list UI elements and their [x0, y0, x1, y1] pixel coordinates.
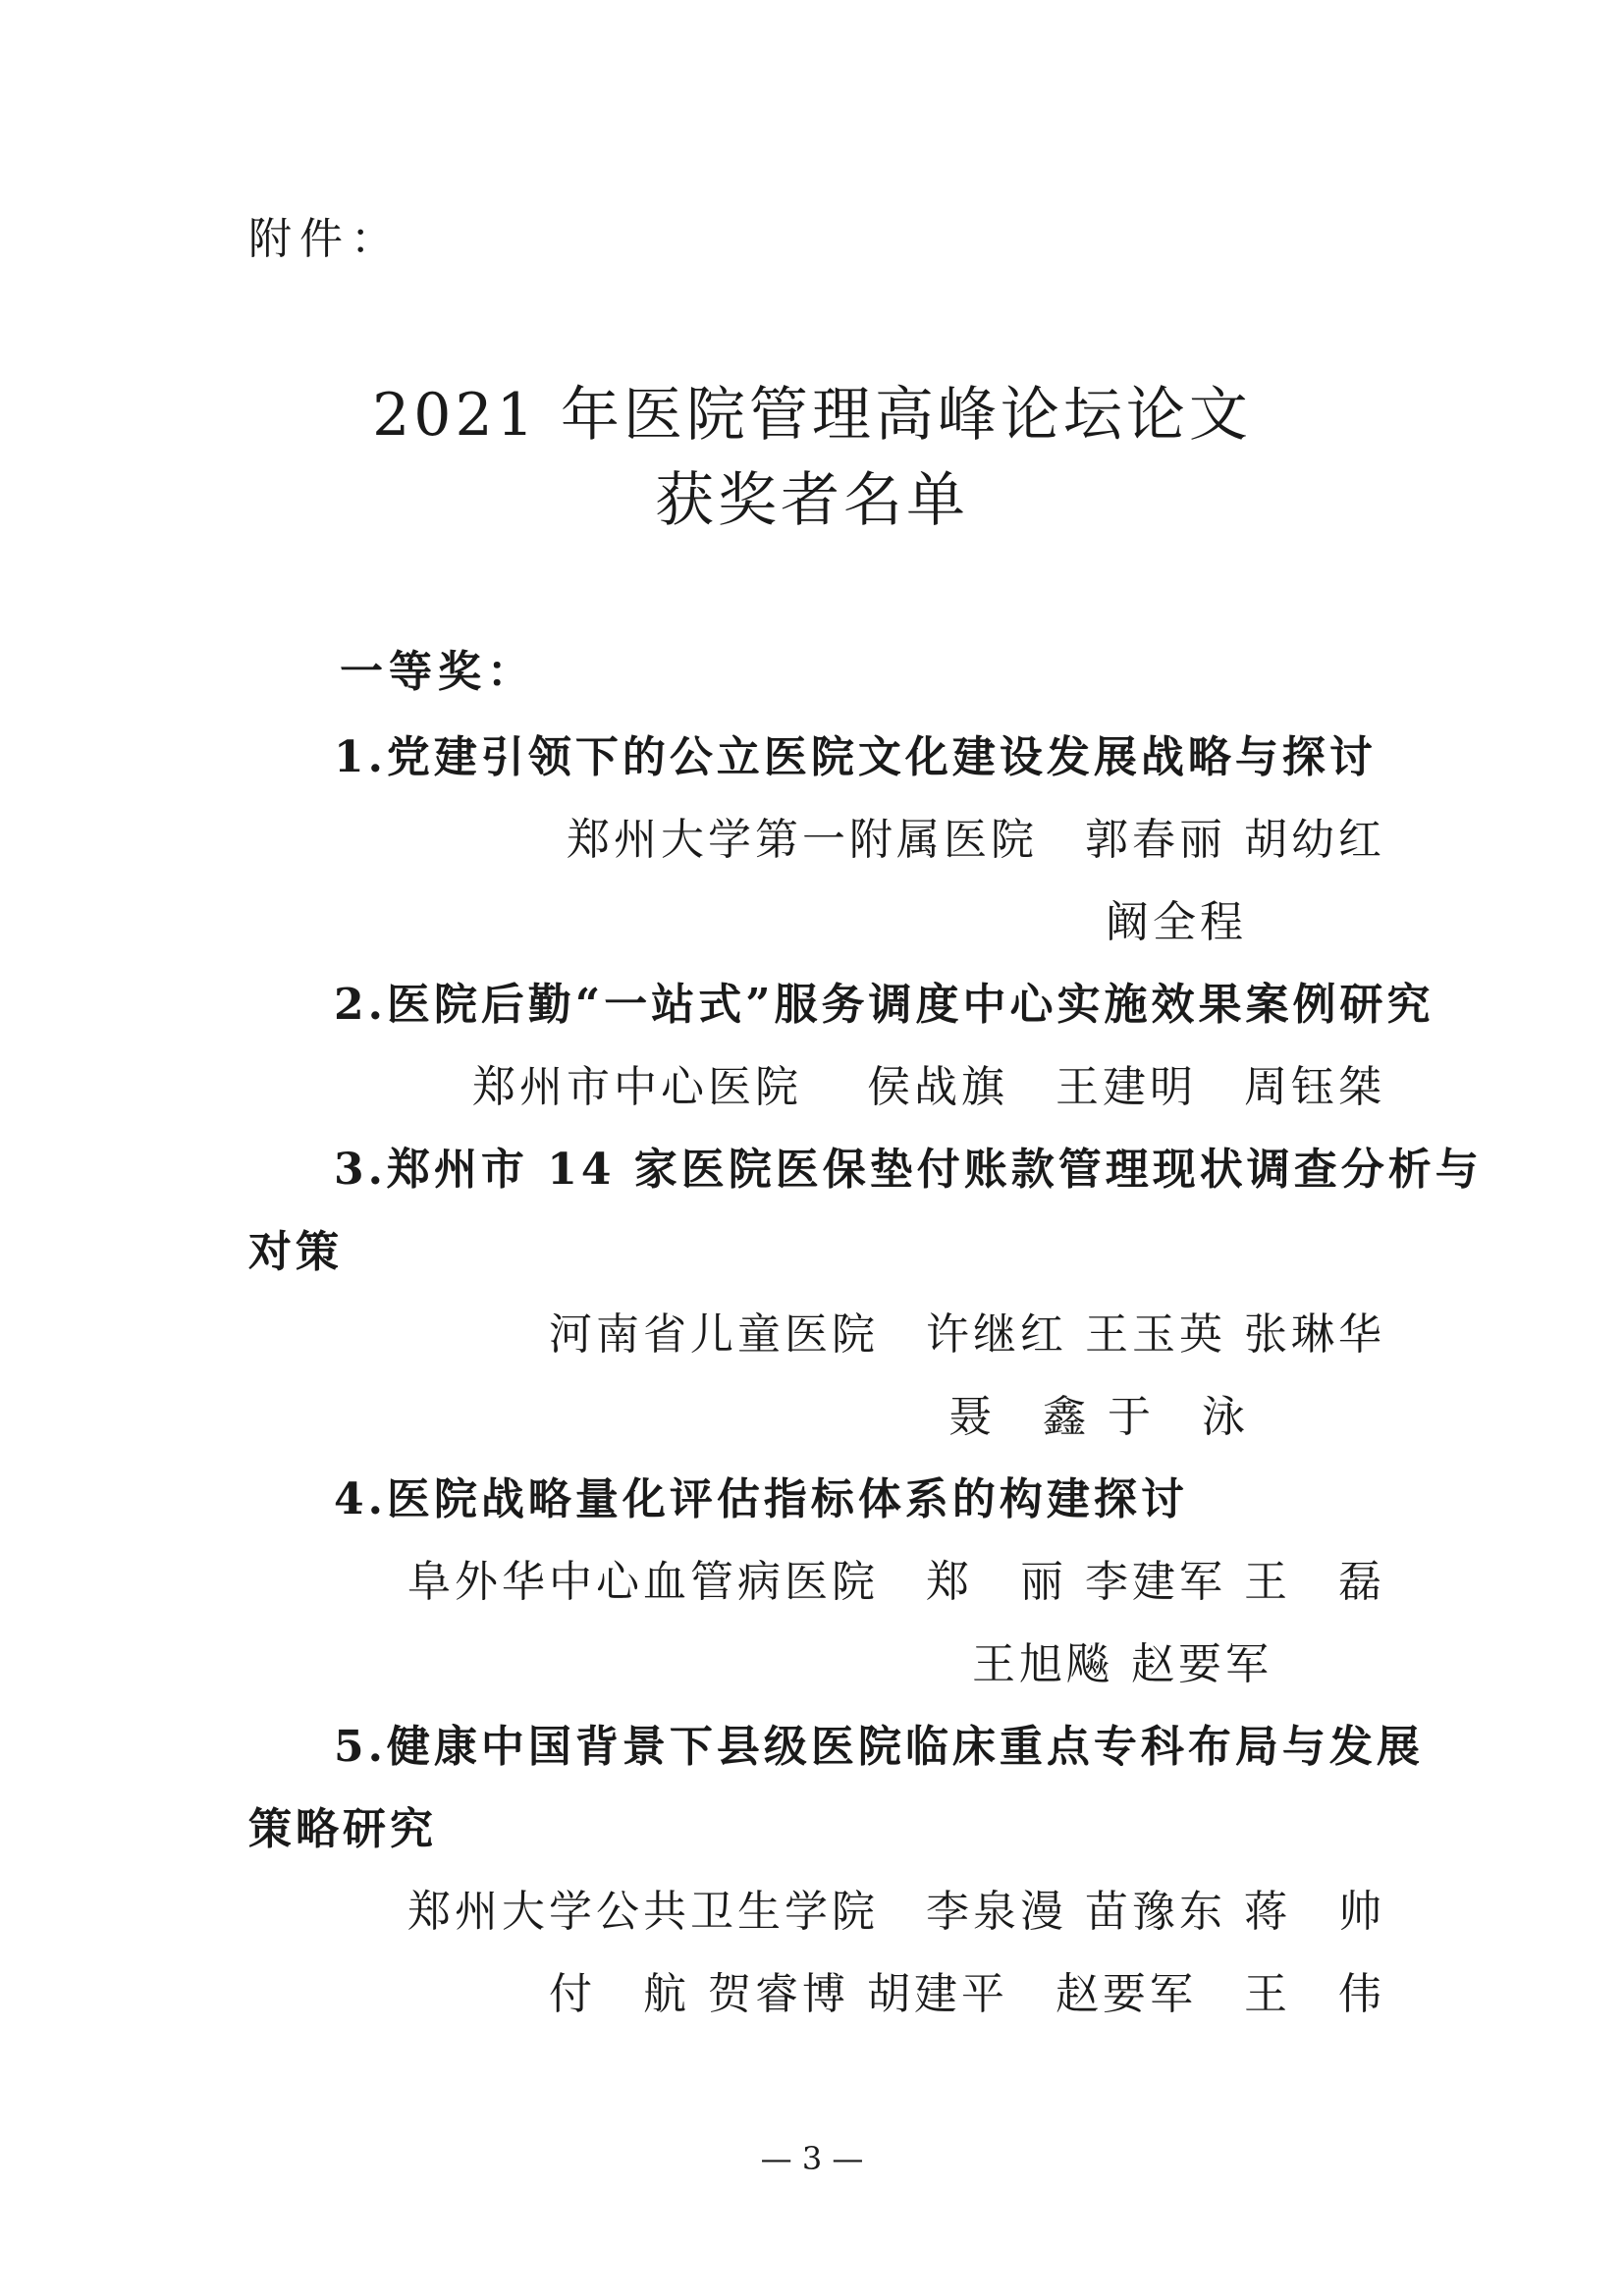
- paper-title-continued: 对策: [248, 1227, 343, 1277]
- paper-title-continued: 策略研究: [248, 1804, 437, 1854]
- paper-authors-continued: 王旭飚 赵要军: [972, 1639, 1272, 1689]
- paper-authors: 郑州市中心医院 侯战旗 王建明 周钰桀: [472, 1062, 1385, 1112]
- page-number: — 3 —: [760, 2140, 864, 2177]
- document-title-line-2: 获奖者名单: [655, 466, 969, 535]
- paper-authors-continued: 聂 鑫 于 泳: [948, 1392, 1249, 1442]
- attachment-label: 附件：: [248, 214, 402, 264]
- paper-title: 2.医院后勤“一站式”服务调度中心实施效果案例研究: [334, 980, 1435, 1030]
- paper-title: 4.医院战略量化评估指标体系的构建探讨: [334, 1474, 1188, 1524]
- paper-authors: 郑州大学公共卫生学院 李泉漫 苗豫东 蒋 帅: [407, 1887, 1385, 1937]
- paper-authors: 阜外华中心血管病医院 郑 丽 李建军 王 磊: [407, 1557, 1385, 1607]
- paper-authors: 郑州大学第一附属医院 郭春丽 胡幼红: [567, 815, 1385, 865]
- award-level-heading: 一等奖：: [340, 647, 536, 697]
- paper-title: 1.党建引领下的公立医院文化建设发展战略与探讨: [334, 732, 1377, 782]
- paper-title: 5.健康中国背景下县级医院临床重点专科布局与发展: [334, 1722, 1424, 1772]
- paper-authors: 河南省儿童医院 许继红 王玉英 张琳华: [549, 1309, 1385, 1360]
- paper-authors-continued: 付 航 贺睿博 胡建平 赵要军 王 伟: [549, 1969, 1385, 2019]
- paper-title: 3.郑州市 14 家医院医保垫付账款管理现状调查分析与: [334, 1145, 1483, 1195]
- paper-authors-continued: 阚全程: [1106, 897, 1247, 947]
- document-title-line-1: 2021 年医院管理高峰论坛论文: [372, 381, 1252, 450]
